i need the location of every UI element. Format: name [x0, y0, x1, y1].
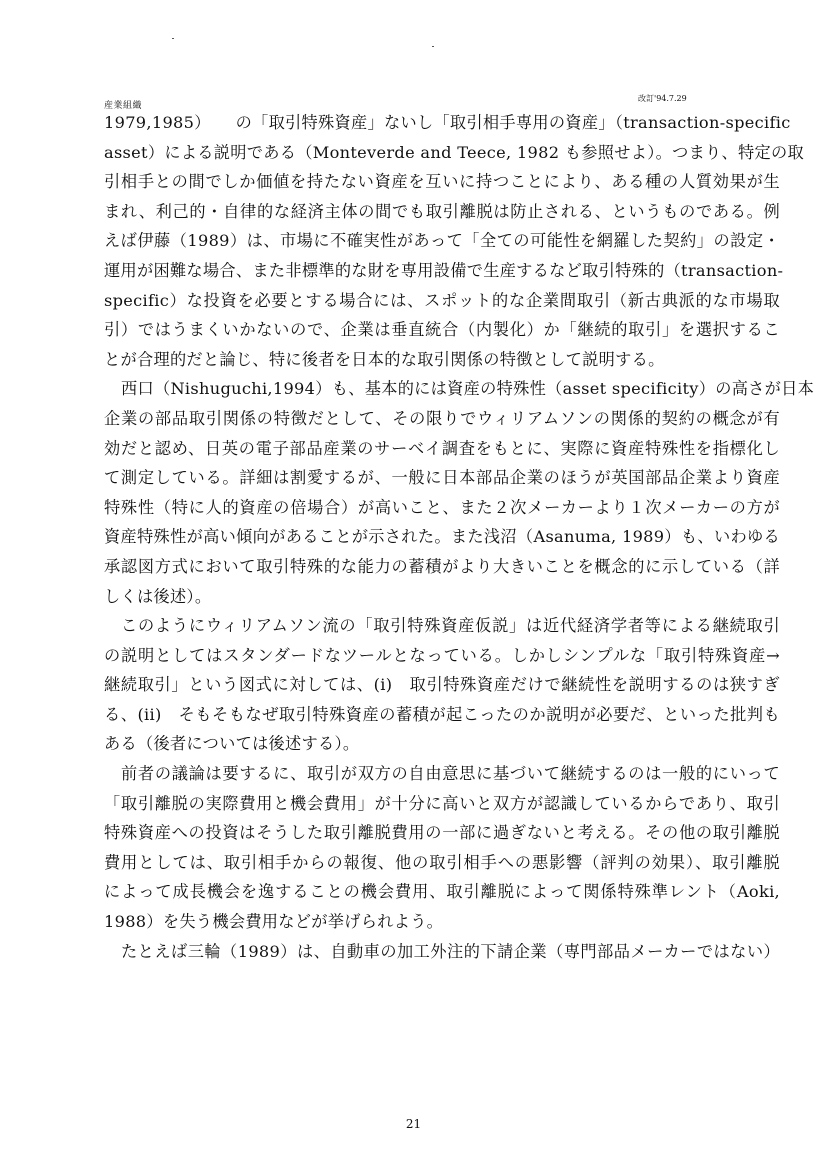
text-line: 1988）を失う機会費用などが挙げられよう。	[104, 912, 444, 932]
text-line: 前者の議論は要するに、取引が双方の自由意思に基づいて継続するのは一般的にいって	[121, 764, 780, 784]
text-line: たとえば三輪（1989）は、自動車の加工外注的下請企業（専門部品メーカーではない）	[121, 941, 780, 961]
text-line: る、(ii) そもそもなぜ取引特殊資産の蓄積が起こったのか説明が必要だ、といった批判も	[104, 704, 780, 724]
text-line: によって成長機会を逸することの機会費用、取引離脱によって関係特殊準レント（Aoki,	[104, 882, 780, 902]
text-line: て測定している。詳細は割愛するが、一般に日本部品企業のほうが英国部品企業より資産	[104, 468, 780, 488]
text-line: 継続取引」という図式に対しては、(i) 取引特殊資産だけで継続性を説明するのは狭すぎ	[104, 675, 780, 695]
text-line: 西口（Nishuguchi,1994）も、基本的には資産の特殊性（asset specificity）の高さが日本	[121, 379, 815, 399]
text-line: とが合理的だと論じ、特に後者を日本的な取引関係の特徴として説明する。	[104, 349, 665, 369]
text-line: 費用としては、取引相手からの報復、他の取引相手への悪影響（評判の効果）、取引離脱	[104, 852, 780, 872]
body-text	[104, 108, 815, 966]
text-line: asset）による説明である（Monteverde and Teece, 1982 も参照せよ）。つまり、特定の取	[104, 142, 804, 162]
scan-speck	[432, 46, 434, 47]
text-line: ある（後者については後述する）。	[104, 734, 360, 754]
text-line: 「取引離脱の実際費用と機会費用」が十分に高いと双方が認識しているからであり、取引	[104, 793, 780, 813]
text-line: 引）ではうまくいかないので、企業は垂直統合（内製化）か「継続的取引」を選択するこ	[104, 320, 780, 340]
text-line: 運用が困難な場合、また非標準的な財を専用設備で生産するなど取引特殊的（transaction-	[104, 260, 784, 280]
text-line: えば伊藤（1989）は、市場に不確実性があって「全ての可能性を網羅した契約」の設定・	[104, 231, 780, 251]
text-line: 特殊性（特に人的資産の倍場合）が高いこと、また２次メーカーより１次メーカーの方が	[104, 497, 780, 517]
text-line: 資産特殊性が高い傾向があることが示された。また浅沼（Asanuma, 1989）も、いわゆる	[104, 527, 780, 547]
text-line: しくは後述）。	[104, 586, 212, 606]
text-line: 企業の部品取引関係の特徴だとして、その限りでウィリアムソンの関係的契約の概念が有	[104, 408, 780, 428]
revision-date: 改訂'94.7.29	[638, 94, 687, 103]
text-line: 特殊資産への投資はそうした取引離脱費用の一部に過ぎないと考える。その他の取引離脱	[104, 823, 780, 843]
scan-speck	[172, 38, 174, 39]
text-line: specific）な投資を必要とする場合には、スポット的な企業間取引（新古典派的な市場取	[104, 290, 780, 310]
text-line: 1979,1985） の「取引特殊資産」ないし「取引相手専用の資産」（transaction-specific	[104, 113, 791, 132]
text-line: 効だと認め、日英の電子部品産業のサーベイ調査をもとに、実際に資産特殊性を指標化し	[104, 438, 780, 458]
text-line: まれ、利己的・自律的な経済主体の間でも取引離脱は防止される、というものである。例	[104, 201, 780, 221]
text-line: の説明としてはスタンダードなツールとなっている。しかしシンプルな「取引特殊資産→	[104, 645, 780, 665]
text-line: 承認図方式において取引特殊的な能力の蓄積がより大きいことを概念的に示している（詳	[104, 556, 780, 576]
running-header-left: 産業組織	[104, 101, 143, 111]
page-number: 21	[405, 1117, 422, 1131]
text-line: このようにウィリアムソン流の「取引特殊資産仮説」は近代経済学者等による継続取引	[121, 616, 780, 636]
text-line: 引相手との間でしか価値を持たない資産を互いに持つことにより、ある種の人質効果が生	[104, 172, 780, 192]
